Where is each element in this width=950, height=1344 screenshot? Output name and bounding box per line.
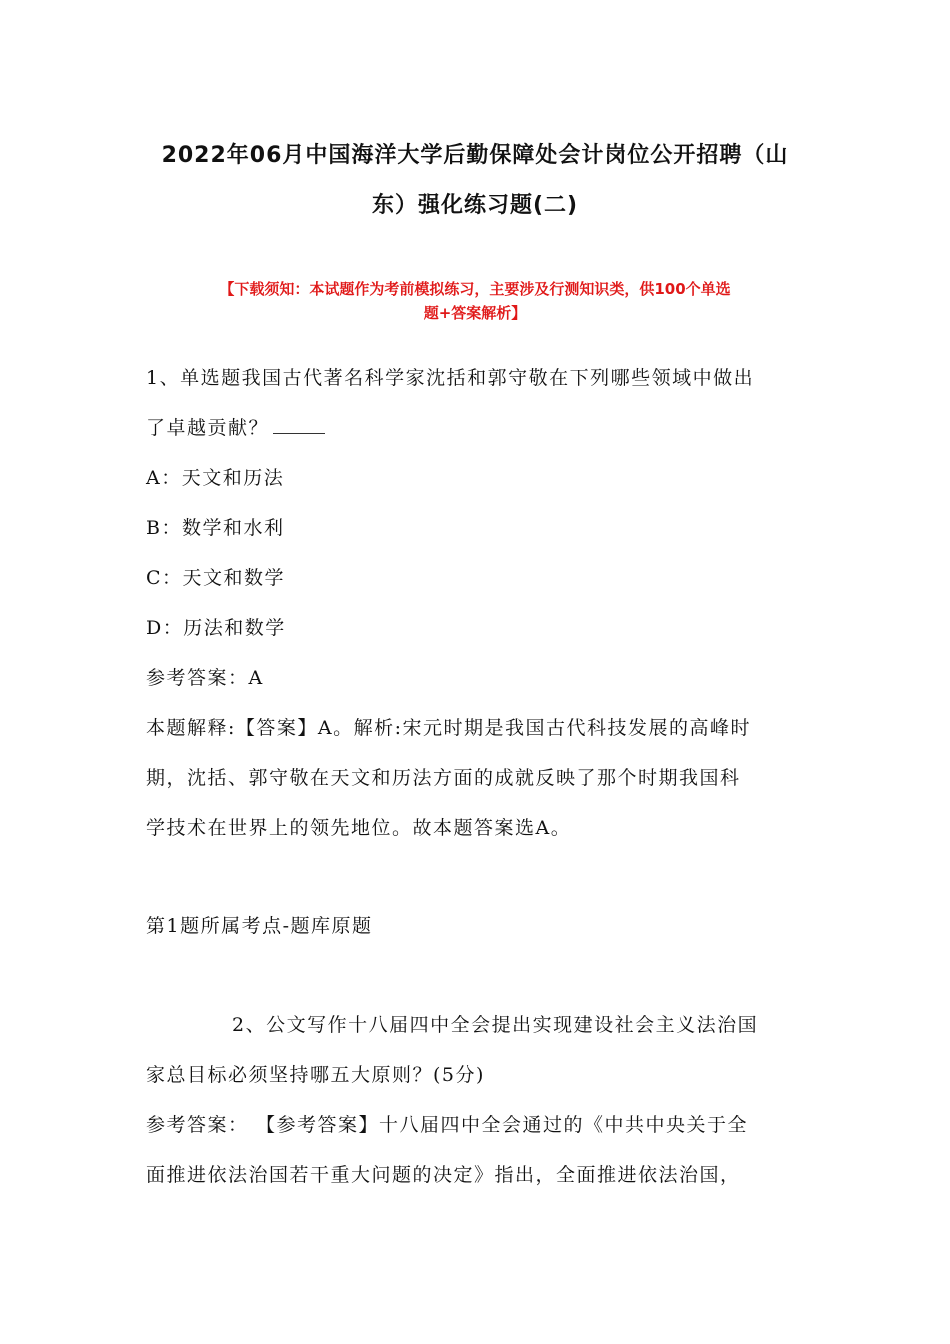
question-2-answer-line-2: 面推进依法治国若干重大问题的决定》指出，全面推进依法治国， bbox=[146, 1164, 741, 1186]
question-2-answer-line-1: 参考答案： 【参考答案】十八届四中全会通过的《中共中央关于全 bbox=[146, 1114, 749, 1136]
question-1-stem-text: 了卓越贡献？ bbox=[146, 417, 270, 439]
question-1-topic: 第1题所属考点-题库原题 bbox=[146, 915, 373, 937]
document-title-line-2: 东）强化练习题(二) bbox=[371, 193, 579, 218]
question-1-option-c: C：天文和数学 bbox=[146, 567, 286, 589]
question-2-stem-line-1: 2、公文写作十八届四中全会提出实现建设社会主义法治国 bbox=[232, 1014, 759, 1036]
question-2-stem-line-2: 家总目标必须坚持哪五大原则？(5分) bbox=[146, 1064, 485, 1086]
question-1-option-d: D：历法和数学 bbox=[146, 617, 286, 639]
question-1-explanation-line-2: 期，沈括、郭守敬在天文和历法方面的成就反映了那个时期我国科 bbox=[146, 767, 741, 789]
download-notice-line-2: 题+答案解析】 bbox=[423, 304, 527, 322]
download-notice-line-1: 【下载须知：本试题作为考前模拟练习，主要涉及行测知识类，供100个单选 bbox=[219, 280, 731, 298]
question-1-stem-line-1: 1、单选题我国古代著名科学家沈括和郭守敬在下列哪些领域中做出 bbox=[146, 367, 755, 389]
answer-blank bbox=[273, 432, 325, 434]
question-1-answer: 参考答案：A bbox=[146, 667, 264, 689]
question-1-explanation-line-1: 本题解释:【答案】A。解析:宋元时期是我国古代科技发展的高峰时 bbox=[146, 717, 752, 739]
question-1-stem-line-2 bbox=[146, 413, 325, 440]
question-1-option-a: A：天文和历法 bbox=[146, 467, 285, 489]
question-1-option-b: B：数学和水利 bbox=[146, 517, 285, 539]
question-1-explanation-line-3: 学技术在世界上的领先地位。故本题答案选A。 bbox=[146, 817, 572, 839]
document-title-line-1: 2022年06月中国海洋大学后勤保障处会计岗位公开招聘（山 bbox=[161, 143, 789, 168]
